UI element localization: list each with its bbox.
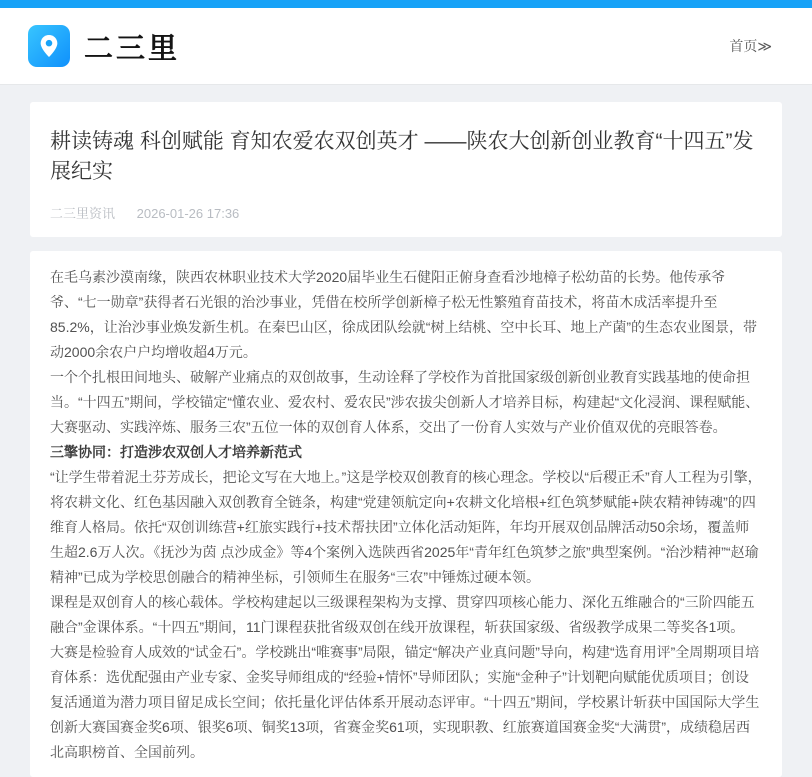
article-paragraph: “让学生带着泥土芬芳成长，把论文写在大地上。”这是学校双创教育的核心理念。学校以“后稷正禾”育人工程为引擎，将农耕文化、红色基因融入双创教育全链条，构建“党建领航定向+农耕文化培根+红色筑梦赋能+陕农精神铸魂”的四维育人格局。依托“双创训练营+红旅实践行+技术帮扶团”立体化活动矩阵，年均开展双创品牌活动50余场，覆盖师生超2.6万人次。《抚沙为茵 点沙成金》等4个案例入选陕西省2025年“青年红色筑梦之旅”典型案例。“治沙精神”“赵瑜精神”已成为学校思创融合的精神坐标，引领师生在服务“三农”中锤炼过硬本领。 xyxy=(50,469,762,585)
article-title: 耕读铸魂 科创赋能 育知农爱农双创英才 ——陕农大创新创业教育“十四五”发展纪实 xyxy=(50,130,754,183)
top-accent-bar xyxy=(0,0,812,8)
location-pin-icon xyxy=(28,25,70,67)
site-header xyxy=(0,8,812,85)
article-paragraph: 大赛是检验育人成效的“试金石”。学校跳出“唯赛事”局限，锚定“解决产业真问题”导向，构建“选育用评”全周期项目培育体系：选优配强由产业专家、金奖导师组成的“经验+情怀”导师团队；实施“金种子”计划靶向赋能优质项目；创设复活通道为潜力项目留足成长空间；依托量化评估体系开展动态评审。“十四五”期间，学校累计斩获中国国际大学生创新大赛国赛金奖6项、银奖6项、铜奖13项，省赛金奖61项，实现职教、红旅赛道国赛金奖“大满贯”，成绩稳居西北高职榜首、全国前列。 xyxy=(50,644,760,760)
article-subheading: 三擎协同：打造涉农双创人才培养新范式 xyxy=(50,444,302,460)
article-paragraph: 一个个扎根田间地头、破解产业痛点的双创故事，生动诠释了学校作为首批国家级创新创业教育实践基地的使命担当。“十四五”期间，学校锚定“懂农业、爱农村、爱农民”涉农拔尖创新人才培养目标，构建起“文化浸润、课程赋能、大赛驱动、实践淬炼、服务三农”五位一体的双创育人体系，交出了一份育人实效与产业价值双优的亮眼答卷。 xyxy=(50,369,760,435)
nav-home-link[interactable]: 首页≫ xyxy=(729,38,772,54)
article-datetime: 2026-01-26 17:36 xyxy=(136,206,240,221)
article-byline xyxy=(50,203,762,222)
site-logo-text: 二三里 xyxy=(84,32,181,65)
article-body-card xyxy=(30,251,782,777)
article-paragraph: 在毛乌素沙漠南缘，陕西农林职业技术大学2020届毕业生石健阳正俯身查看沙地樟子松幼苗的长势。他传承爷爷、“七一勋章”获得者石光银的治沙事业，凭借在校所学创新樟子松无性繁殖育苗技术，将苗木成活率提升至85.2%，让治沙事业焕发新生机。在秦巴山区，徐成团队绘就“树上结桃、空中长耳、地上产菌”的生态农业图景，带动2000余农户户均增收超4万元。 xyxy=(50,269,758,360)
article-paragraph: 课程是双创育人的核心载体。学校构建起以三级课程架构为支撑、贯穿四项核心能力、深化五维融合的“三阶四能五融合”金课体系。“十四五”期间，11门课程获批省级双创在线开放课程，斩获国家级、省级教学成果二等奖各1项。 xyxy=(50,594,755,635)
article-title-card xyxy=(30,102,782,237)
article-page xyxy=(0,102,812,777)
article-body xyxy=(50,265,762,765)
article-source: 二三里资讯 xyxy=(50,206,116,221)
site-logo[interactable] xyxy=(28,25,180,67)
